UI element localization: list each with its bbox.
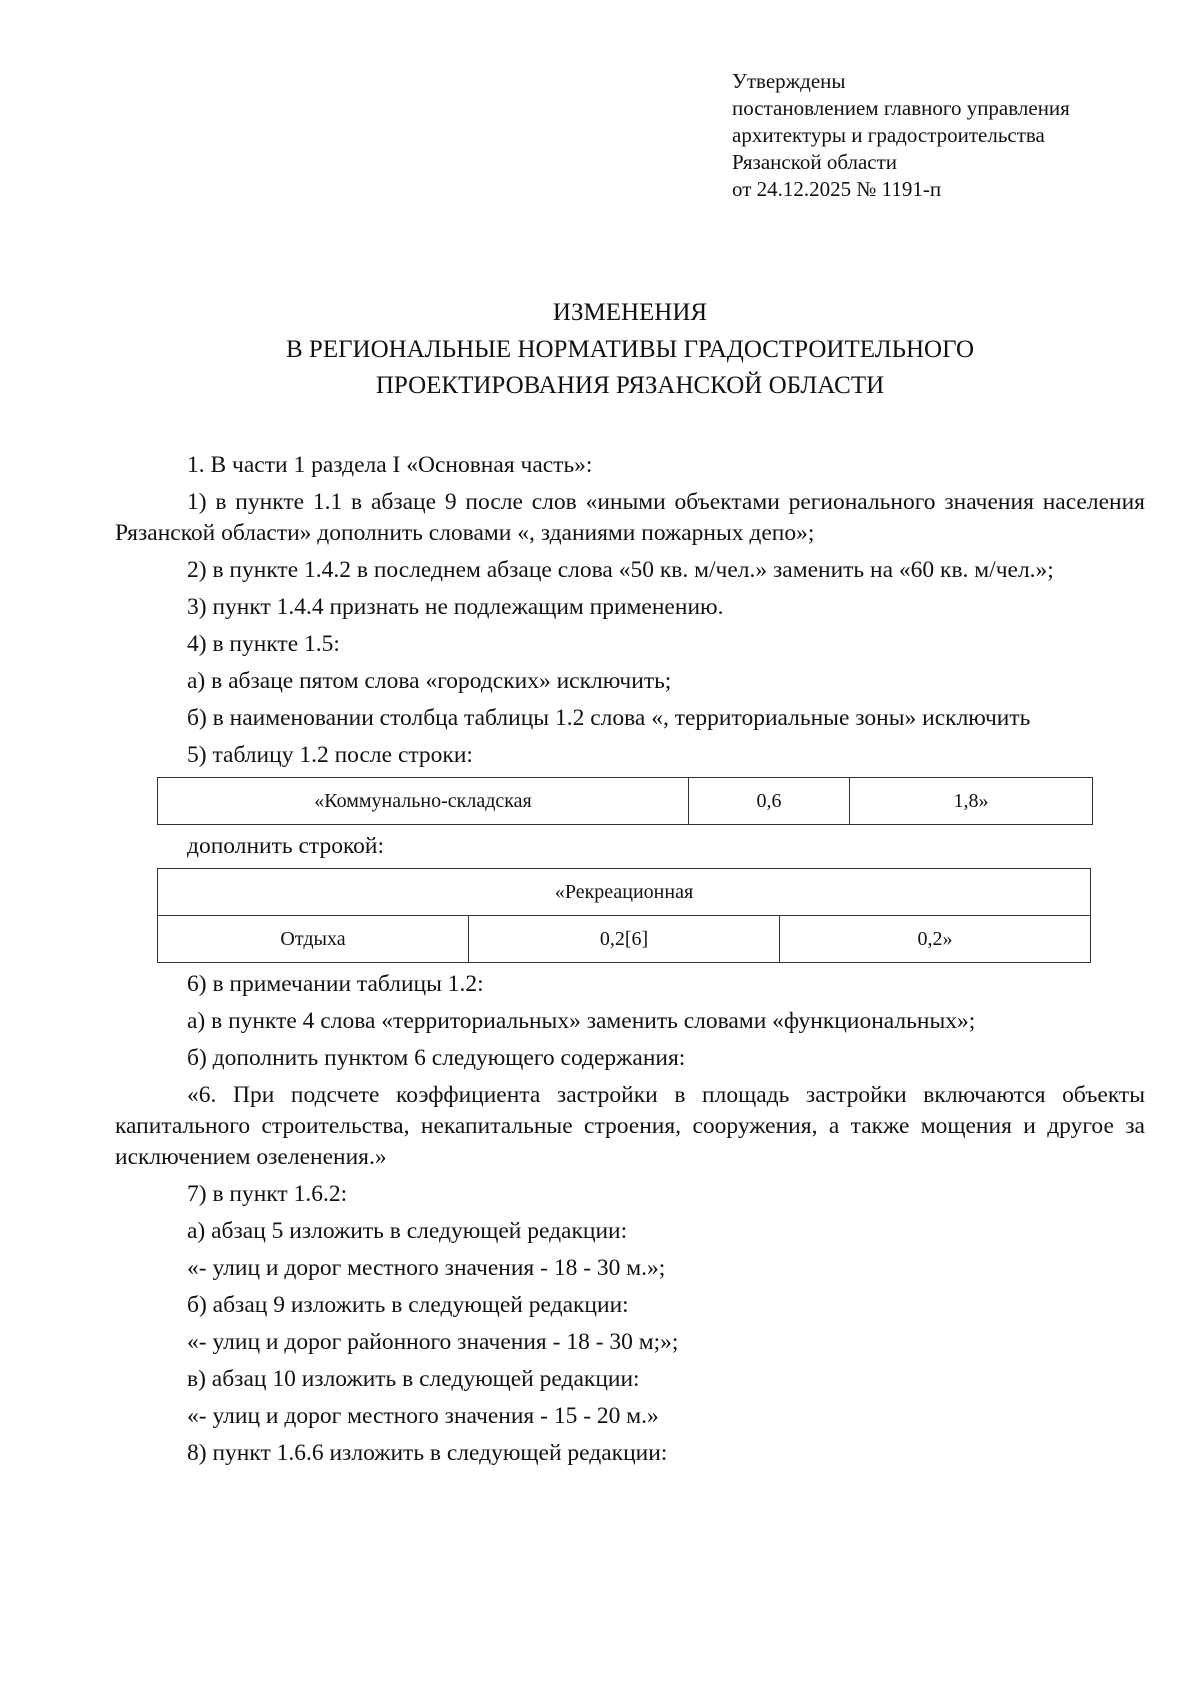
title-line: ПРОЕКТИРОВАНИЯ РЯЗАНСКОЙ ОБЛАСТИ — [375, 372, 885, 399]
paragraph: 1) в пункте 1.1 в абзаце 9 после слов «иными объектами регионального значения населения Рязанской области» дополнить словами «, зданиями пожарных депо»; — [115, 489, 1145, 546]
table-row — [158, 869, 1091, 916]
paragraph: 8) пункт 1.6.6 изложить в следующей редакции: — [187, 1440, 668, 1466]
paragraph: б) абзац 9 изложить в следующей редакции: — [187, 1292, 629, 1318]
table-new-row — [157, 868, 1091, 963]
title-line: ИЗМЕНЕНИЯ — [552, 299, 708, 326]
paragraph: а) в абзаце пятом слова «городских» исключить; — [187, 668, 672, 694]
paragraph: 1. В части 1 раздела I «Основная часть»: — [187, 452, 593, 478]
approval-line: Рязанской области — [732, 150, 898, 174]
table-cell: 0,6 — [689, 778, 850, 825]
table-cell: «Рекреационная — [158, 869, 1091, 916]
paragraph: б) дополнить пунктом 6 следующего содержания: — [187, 1045, 686, 1071]
approval-line: Утверждены — [732, 69, 846, 93]
table-cell: 0,2» — [780, 916, 1091, 963]
document-title — [115, 295, 1145, 405]
paragraph: 5) таблицу 1.2 после строки: — [187, 742, 473, 768]
table-cell: Отдыха — [158, 916, 469, 963]
table-cell: 1,8» — [850, 778, 1093, 825]
table-cell: 0,2[6] — [469, 916, 780, 963]
paragraph: а) абзац 5 изложить в следующей редакции: — [187, 1218, 628, 1244]
paragraph: 6) в примечании таблицы 1.2: — [187, 971, 484, 997]
paragraph: «- улиц и дорог районного значения - 18 - 30 м;»; — [187, 1329, 679, 1355]
paragraph: «6. При подсчете коэффициента застройки в площадь застройки включаются объекты капитального строительства, некапитальные строения, сооружения, а также мощения и другое за исключением озеленения.» — [115, 1082, 1145, 1170]
paragraph: дополнить строкой: — [187, 833, 385, 859]
approval-line: постановлением главного управления — [732, 96, 1070, 120]
table-row-after — [157, 777, 1093, 825]
title-line: В РЕГИОНАЛЬНЫЕ НОРМАТИВЫ ГРАДОСТРОИТЕЛЬНОГО — [285, 335, 974, 363]
paragraph: 2) в пункте 1.4.2 в последнем абзаце слова «50 кв. м/чел.» заменить на «60 кв. м/чел.»; — [187, 557, 1054, 583]
paragraph: в) абзац 10 изложить в следующей редакции: — [187, 1366, 640, 1392]
table-row — [158, 916, 1091, 963]
paragraph: а) в пункте 4 слова «территориальных» заменить словами «функциональных»; — [187, 1008, 976, 1034]
approval-line: от 24.12.2025 № 1191-п — [732, 177, 942, 201]
paragraph: б) в наименовании столбца таблицы 1.2 слова «, территориальные зоны» исключить — [187, 705, 1031, 731]
paragraph: «- улиц и дорог местного значения - 15 - 20 м.» — [187, 1403, 659, 1429]
paragraph: 3) пункт 1.4.4 признать не подлежащим применению. — [187, 594, 724, 620]
approval-block — [732, 68, 1070, 203]
table-cell: «Коммунально-складская — [158, 778, 689, 825]
paragraph: 4) в пункте 1.5: — [187, 631, 340, 657]
paragraph: «- улиц и дорог местного значения - 18 - 30 м.»; — [187, 1255, 666, 1281]
approval-line: архитектуры и градостроительства — [732, 123, 1045, 147]
table-row — [158, 778, 1093, 825]
document-body — [115, 450, 1145, 1469]
paragraph: 7) в пункт 1.6.2: — [187, 1181, 348, 1207]
